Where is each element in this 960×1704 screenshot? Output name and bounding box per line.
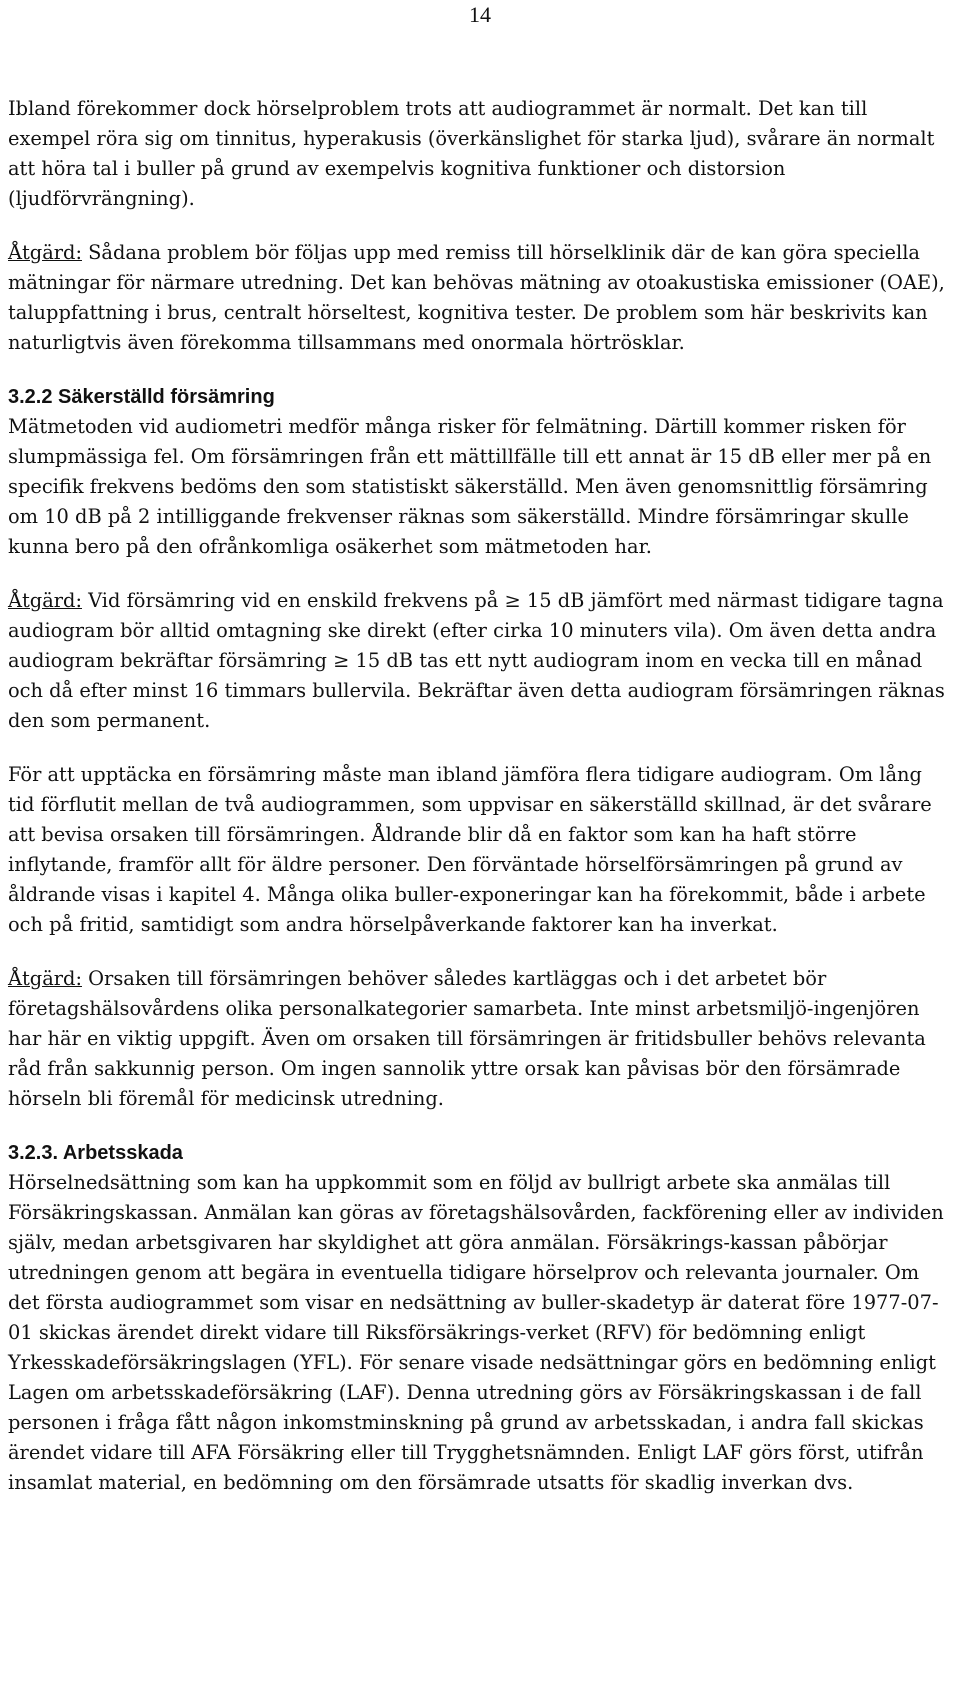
paragraph: Hörselnedsättning som kan ha uppkommit som en följd av bullrigt arbete ska anmälas till Försäkringskassan. Anmälan kan göras av företagshälsovården, fackförening eller av individen själv, medan arbetsgivaren har skyldighet att göra anmälan. Försäkrings-kassan påbörjar utredningen genom att begära in eventuella tidigare hörselprov och relevanta journaler. Om det första audiogrammet som visar en nedsättning av buller-skadetyp är daterat före 1977-07-01 skickas ärendet direkt vidare till Riksförsäkrings-verket (RFV) för bedömning enligt Yrkesskadeförsäkringslagen (YFL). För senare visade nedsättningar görs en bedömning enligt Lagen om arbetsskadeförsäkring (LAF). Denna utredning görs av Försäkringskassan i de fall personen i fråga fått någon inkomstminskning på grund av arbetsskadan, i andra fall skickas ärendet vidare till AFA Försäkring eller till Trygghetsnämnden. Enligt LAF görs först, utifrån insamlat material, en bedömning om den försämrade utsatts för skadlig inverkan dvs. (8, 1171, 944, 1494)
action-label: Åtgärd: (8, 241, 82, 264)
page-number: 14 (469, 2, 491, 27)
section-heading: 3.2.3. Arbetsskada (8, 1142, 183, 1164)
paragraph: För att upptäcka en försämring måste man ibland jämföra flera tidigare audiogram. Om lång tid förflutit mellan de två audiogrammen, som uppvisar en säkerställd skillnad, är det svårare att bevisa orsaken till försämringen. Åldrande blir då en faktor som kan ha haft större inflytande, framför allt för äldre personer. Den förväntade hörselförsämringen på grund av åldrande visas i kapitel 4. Många olika buller-exponeringar kan ha förekommit, både i arbete och på fritid, samtidigt som andra hörselpåverkande faktorer kan ha inverkat. (8, 763, 932, 936)
action-label: Åtgärd: (8, 589, 82, 612)
section-heading: 3.2.2 Säkerställd försämring (8, 386, 275, 408)
paragraph: Åtgärd: Orsaken till försämringen behöver således kartläggas och i det arbetet bör företagshälsovårdens olika personalkategorier samarbeta. Inte minst arbetsmiljö-ingenjören har här en viktig uppgift. Även om orsaken till försämringen är fritidsbuller behövs relevanta råd från sakkunnig person. Om ingen sannolik yttre orsak kan påvisas bör den försämrade hörseln bli föremål för medicinsk utredning. (8, 967, 926, 1110)
paragraph: Ibland förekommer dock hörselproblem trots att audiogrammet är normalt. Det kan till exempel röra sig om tinnitus, hyperakusis (överkänslighet för starka ljud), svårare än normalt att höra tal i buller på grund av exempelvis kognitiva funktioner och distorsion (ljudförvrängning). (8, 97, 935, 210)
paragraph: Åtgärd: Sådana problem bör följas upp med remiss till hörselklinik där de kan göra speciella mätningar för närmare utredning. Det kan behövas mätning av otoakustiska emissioner (OAE), taluppfattning i brus, centralt hörseltest, kognitiva tester. De problem som här beskrivits kan naturligtvis även förekomma tillsammans med onormala hörtrösklar. (8, 241, 945, 354)
paragraph: Mätmetoden vid audiometri medför många risker för felmätning. Därtill kommer risken för slumpmässiga fel. Om försämringen från ett mättillfälle till ett annat är 15 dB eller mer på en specifik frekvens bedöms den som statistiskt säkerställd. Men även genomsnittlig försämring om 10 dB på 2 intilliggande frekvenser räknas som säkerställd. Mindre försämringar skulle kunna bero på den ofrånkomliga osäkerhet som mätmetoden har. (8, 415, 932, 558)
document-body (8, 94, 954, 1522)
action-label: Åtgärd: (8, 967, 82, 990)
paragraph: Åtgärd: Vid försämring vid en enskild frekvens på ≥ 15 dB jämfört med närmast tidigare tagna audiogram bör alltid omtagning ske direkt (efter cirka 10 minuters vila). Om även detta andra audiogram bekräftar försämring ≥ 15 dB tas ett nytt audiogram inom en vecka till en månad och då efter minst 16 timmars bullervila. Bekräftar även detta audiogram försämringen räknas den som permanent. (8, 589, 945, 732)
